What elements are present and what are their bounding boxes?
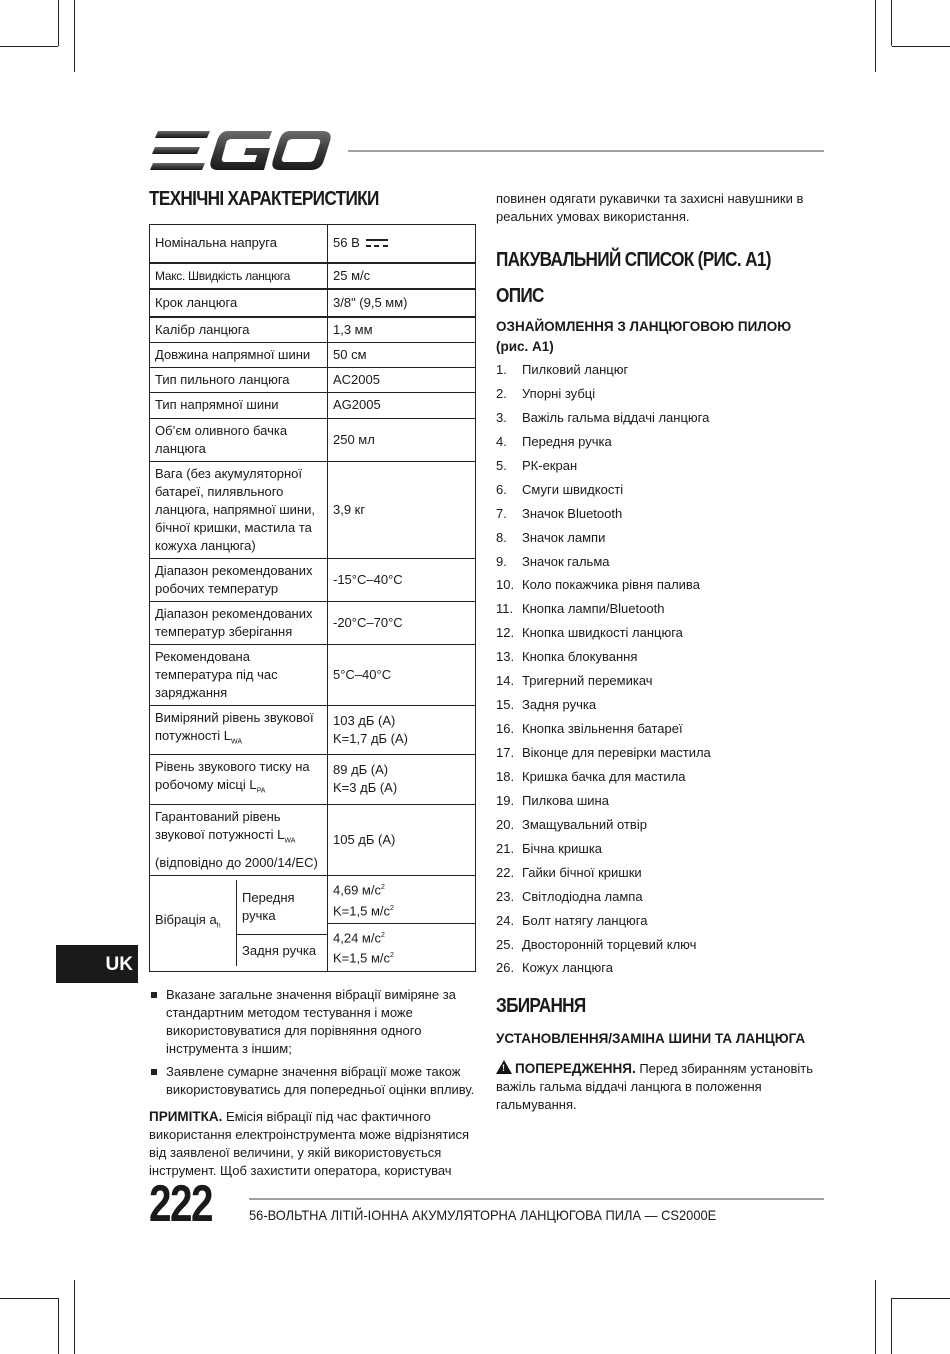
- crop-mark: [58, 0, 59, 46]
- list-item: [496, 672, 826, 696]
- list-item-number: 19.: [496, 792, 515, 808]
- dc-symbol-icon: [366, 239, 388, 248]
- table-row: [150, 317, 476, 343]
- spec-label: Крок ланцюга: [150, 289, 328, 317]
- list-item-label: Гайки бічної кришки: [522, 864, 642, 880]
- list-item: [496, 505, 826, 529]
- spec-label: Калібр ланцюга: [150, 317, 328, 343]
- table-row: [150, 367, 476, 392]
- spec-value: 103 дБ (A) K=1,7 дБ (A): [328, 705, 476, 755]
- list-item: [496, 553, 826, 577]
- spec-label: Гарантований рівень звукової потужності $L_{WA}$ (відповідно до 2000/14/EC): [150, 804, 328, 876]
- spec-label: Діапазон рекомендованих температур зберігання: [150, 601, 328, 644]
- list-item-number: 25.: [496, 936, 515, 952]
- list-item: [496, 576, 826, 600]
- spec-label: Діапазон рекомендованих робочих температур: [150, 558, 328, 601]
- list-item-number: 2.: [496, 385, 507, 401]
- language-tab: UK: [56, 945, 138, 983]
- list-item-number: 18.: [496, 768, 515, 784]
- list-item-label: Кнопка звільнення батареї: [522, 721, 683, 737]
- table-row: [150, 601, 476, 644]
- list-item: [496, 624, 826, 648]
- header-rule: [348, 150, 824, 152]
- list-item: [496, 840, 826, 864]
- list-item-label: Передня ручка: [522, 433, 612, 449]
- list-item-number: 11.: [496, 601, 514, 617]
- list-item-number: 10.: [496, 577, 515, 593]
- list-item-number: 5.: [496, 457, 507, 473]
- continuation-text: повинен одягати рукавички та захисні навушники в реальних умовах використання.: [496, 191, 804, 224]
- spec-label: Макс. Швидкість ланцюга: [150, 263, 328, 289]
- spec-label: Тип напрямної шини: [150, 392, 328, 418]
- list-item-label: Бічна кришка: [522, 840, 603, 856]
- spec-label: Номінальна напруга: [150, 225, 328, 263]
- list-item: [496, 600, 826, 624]
- list-item-label: Кнопка лампи/Bluetooth: [522, 601, 665, 617]
- spec-label: Виміряний рівень звукової потужності $L_{WA}$: [150, 705, 328, 755]
- vibration-rear-label: Задня ручка: [242, 942, 317, 958]
- table-row: [150, 876, 476, 924]
- list-item-label: Кожух ланцюга: [522, 960, 613, 976]
- list-item: [496, 385, 826, 409]
- spec-value: 25 м/с: [328, 263, 476, 289]
- vibration-notes: [149, 986, 476, 1099]
- note-paragraph: ПРИМІТКА. Емісія вібрації під час фактичного використання електроінструмента може відрізнятися від заявленої величини, у якій використовується інструмент. Щоб захистити оператора, користувач: [149, 1108, 470, 1178]
- vibration-front-label: Передня ручка: [237, 880, 328, 935]
- spec-value: AC2005: [328, 367, 476, 392]
- list-item: [496, 720, 826, 744]
- spec-value: 1,3 мм: [328, 317, 476, 343]
- list-item-number: 1.: [496, 362, 507, 377]
- table-row: [150, 644, 476, 705]
- list-item-number: 23.: [496, 888, 515, 904]
- crop-mark: [0, 46, 58, 47]
- list-item-label: Змащувальний отвір: [522, 816, 647, 832]
- list-item-label: Значок гальма: [522, 553, 610, 569]
- table-row: [150, 225, 476, 263]
- list-item: Заявлене сумарне значення вібрації може також використовуватись для попередньої оцінки впливу.: [149, 1063, 476, 1099]
- list-item-number: 17.: [496, 745, 515, 760]
- spec-label: Рівень звукового тиску на робочому місці $L_{PA}$: [150, 755, 328, 805]
- list-item-label: Пилкова шина: [522, 792, 609, 808]
- list-item: [496, 959, 826, 983]
- table-row: [150, 705, 476, 755]
- list-item-label: Двосторонній торцевий ключ: [522, 936, 697, 952]
- table-row: [150, 289, 476, 317]
- list-item: [496, 481, 826, 505]
- list-item: [496, 816, 826, 840]
- list-item-number: 26.: [496, 960, 515, 976]
- warning-icon: !: [496, 1060, 512, 1074]
- list-item-label: Коло покажчика рівня палива: [522, 577, 700, 593]
- list-item-number: 8.: [496, 529, 507, 545]
- footer-rule: [249, 1198, 824, 1200]
- warning-paragraph: ! ПОПЕРЕДЖЕННЯ. Перед збиранням установіть важіль гальма віддачі ланцюга в положення гальмування.: [496, 1061, 814, 1113]
- table-row: [150, 392, 476, 418]
- list-item: Вказане загальне значення вібрації виміряне за стандартним методом тестування і може використовуватися для порівняння одного інструмента з іншим;: [149, 986, 476, 1058]
- spec-value: 50 см: [328, 342, 476, 367]
- crop-mark: [891, 0, 892, 46]
- crop-mark: [875, 1280, 876, 1354]
- list-item-label: Упорні зубці: [522, 385, 596, 401]
- list-item-label: Важіль гальма віддачі ланцюга: [522, 409, 710, 425]
- spec-value: 3/8" (9,5 мм): [328, 289, 476, 317]
- page-number: 222: [149, 1175, 212, 1233]
- list-item-number: 4.: [496, 433, 507, 449]
- spec-label: Об’єм оливного бачка ланцюга: [150, 418, 328, 461]
- list-item-label: Болт натягу ланцюга: [522, 912, 648, 928]
- list-item-number: 9.: [496, 553, 507, 569]
- list-item: [496, 768, 826, 792]
- list-item-number: 7.: [496, 505, 507, 521]
- list-item: [496, 696, 826, 720]
- list-item: [496, 744, 826, 768]
- table-row: [150, 263, 476, 289]
- spec-value: 4,24 $м/с^2$ K=1,5 $м/с^2$: [328, 923, 476, 971]
- assembly-heading: ЗБИРАННЯ: [496, 995, 586, 1018]
- list-item-number: 6.: [496, 481, 507, 497]
- crop-mark: [892, 1298, 950, 1299]
- ego-logo: [150, 131, 332, 171]
- table-row: [150, 418, 476, 461]
- table-row: [150, 558, 476, 601]
- specs-heading: ТЕХНІЧНІ ХАРАКТЕРИСТИКИ: [149, 188, 379, 210]
- crop-mark: [0, 1298, 58, 1299]
- right-column: [496, 190, 826, 1114]
- table-row: [150, 461, 476, 558]
- crop-mark: [875, 0, 876, 72]
- left-column: [149, 188, 476, 1180]
- crop-mark: [892, 46, 950, 47]
- crop-mark: [74, 1280, 75, 1354]
- assembly-subheading: УСТАНОВЛЕННЯ/ЗАМІНА ШИНИ ТА ЛАНЦЮГА: [496, 1031, 806, 1047]
- table-row: [150, 755, 476, 805]
- spec-value: 56 В: [328, 225, 476, 263]
- list-item-label: Світлодіодна лампа: [522, 888, 643, 904]
- list-item-number: 24.: [496, 912, 515, 928]
- description-heading: ОПИС: [496, 285, 544, 307]
- crop-mark: [891, 1298, 892, 1354]
- list-item-label: Кнопка швидкості ланцюга: [522, 625, 683, 641]
- list-item-label: Значок лампи: [522, 529, 606, 545]
- list-item: [496, 792, 826, 816]
- spec-value: -20°C–70°C: [328, 601, 476, 644]
- spec-label: Тип пильного ланцюга: [150, 367, 328, 392]
- packing-list-heading: ПАКУВАЛЬНИЙ СПИСОК (РИС. A1): [496, 249, 771, 271]
- crop-mark: [58, 1298, 59, 1354]
- list-item-label: Смуги швидкості: [522, 481, 624, 497]
- list-item-number: 3.: [496, 409, 507, 425]
- list-item-label: Кнопка блокування: [522, 649, 638, 665]
- list-item: [496, 529, 826, 553]
- spec-value: 5°C–40°C: [328, 644, 476, 705]
- list-item: [496, 936, 826, 960]
- list-item: [496, 648, 826, 672]
- spec-value: 105 дБ (A): [328, 804, 476, 876]
- list-item-label: Кришка бачка для мастила: [522, 768, 686, 784]
- spec-value: 4,69 $м/с^2$ K=1,5 $м/с^2$: [328, 876, 476, 924]
- spec-value: AG2005: [328, 392, 476, 418]
- list-item-number: 12.: [496, 625, 515, 641]
- list-item-number: 21.: [496, 840, 515, 856]
- list-item-label: РК-екран: [522, 457, 578, 473]
- spec-value: 89 дБ (A) K=3 дБ (A): [328, 755, 476, 805]
- list-item-label: Тригерний перемикач: [522, 673, 653, 689]
- specs-table: [149, 224, 476, 972]
- table-row: [150, 804, 476, 876]
- spec-label: Рекомендована температура під час заряджання: [150, 644, 328, 705]
- vibration-label: Вібрація $a_h$: [150, 880, 237, 966]
- footer-title: 56-ВОЛЬТНА ЛІТІЙ-ІОННА АКУМУЛЯТОРНА ЛАНЦЮГОВА ПИЛА — CS2000E: [249, 1207, 717, 1223]
- spec-value: 3,9 кг: [328, 461, 476, 558]
- list-item-number: 22.: [496, 864, 515, 880]
- list-item: [496, 864, 826, 888]
- list-item-number: 20.: [496, 816, 515, 832]
- list-item-number: 13.: [496, 649, 515, 665]
- parts-list: [496, 361, 826, 983]
- list-item: [496, 457, 826, 481]
- spec-label: Довжина напрямної шини: [150, 342, 328, 367]
- list-item: [496, 912, 826, 936]
- list-item: [496, 888, 826, 912]
- list-item: [496, 361, 826, 385]
- list-item-label: Віконце для перевірки мастила: [522, 745, 711, 760]
- list-item-number: 16.: [496, 721, 515, 737]
- list-item-label: Задня ручка: [522, 697, 597, 713]
- list-item: [496, 409, 826, 433]
- spec-value: 250 мл: [328, 418, 476, 461]
- list-item-label: Пилковий ланцюг: [522, 362, 629, 377]
- spec-label: Вага (без акумуляторної батареї, пилявльного ланцюга, напрямної шини, бічної кришки, мастила та кожуха ланцюга): [150, 461, 328, 558]
- intro-subheading: ОЗНАЙОМЛЕННЯ З ЛАНЦЮГОВОЮ ПИЛОЮ (рис. A1): [496, 319, 792, 354]
- list-item: [496, 433, 826, 457]
- list-item-number: 15.: [496, 697, 515, 713]
- crop-mark: [74, 0, 75, 72]
- spec-value: -15°C–40°C: [328, 558, 476, 601]
- spec-label: [150, 876, 328, 971]
- list-item-label: Значок Bluetooth: [522, 505, 623, 521]
- table-row: [150, 342, 476, 367]
- list-item-number: 14.: [496, 673, 515, 689]
